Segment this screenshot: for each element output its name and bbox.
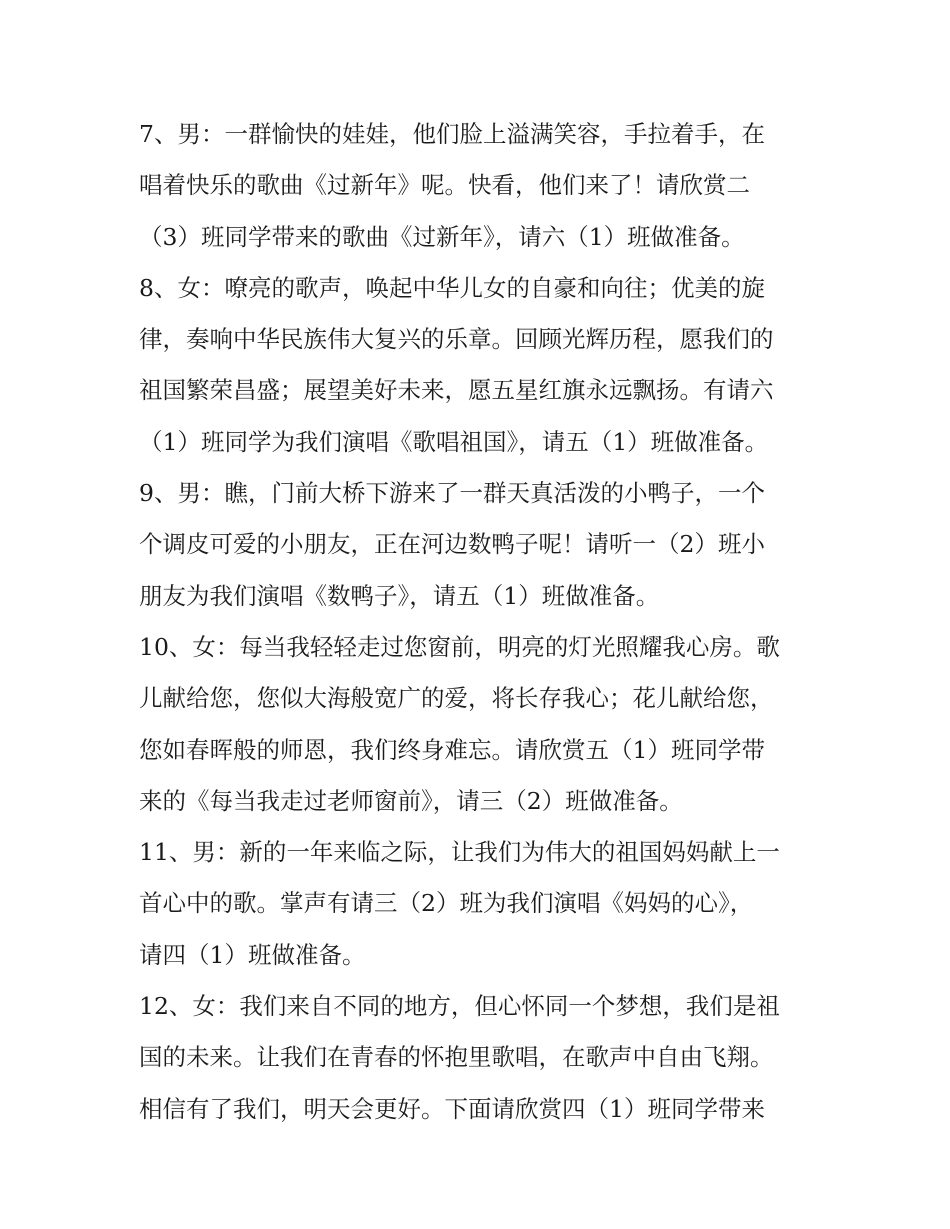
text-line: 来的《每当我走过老师窗前》，请三（2）班做准备。 — [139, 786, 683, 815]
document-body — [139, 109, 819, 1135]
text-line: 10、女：每当我轻轻走过您窗前，明亮的灯光照耀我心房。歌 — [139, 632, 780, 661]
text-line: 12、女：我们来自不同的地方，但心怀同一个梦想，我们是祖 — [139, 992, 780, 1021]
text-line: 唱着快乐的歌曲《过新年》呢。快看，他们来了！请欣赏二 — [139, 171, 750, 200]
text-line: 国的未来。让我们在青春的怀抱里歌唱，在歌声中自由飞翔。 — [139, 1043, 774, 1072]
text-line: 首心中的歌。掌声有请三（2）班为我们演唱《妈妈的心》， — [139, 889, 754, 918]
text-line: 相信有了我们，明天会更好。下面请欣赏四（1）班同学带来 — [139, 1094, 765, 1123]
text-line: （1）班同学为我们演唱《歌唱祖国》，请五（1）班做准备。 — [139, 427, 769, 456]
text-line: 7、男：一群愉快的娃娃，他们脸上溢满笑容，手拉着手，在 — [139, 120, 765, 148]
text-line: （3）班同学带来的歌曲《过新年》，请六（1）班做准备。 — [139, 222, 745, 251]
text-line: 儿献给您，您似大海般宽广的爱，将长存我心；花儿献给您， — [139, 684, 774, 713]
text-line: 8、女：嘹亮的歌声，唤起中华儿女的自豪和向往；优美的旋 — [139, 273, 765, 302]
text-line: 您如春晖般的师恩，我们终身难忘。请欣赏五（1）班同学带 — [139, 735, 765, 764]
text-line: 朋友为我们演唱《数鸭子》，请五（1）班做准备。 — [139, 581, 660, 610]
text-line: 祖国繁荣昌盛；展望美好未来，愿五星红旗永远飘扬。有请六 — [139, 376, 774, 405]
text-line: 9、男：瞧，门前大桥下游来了一群天真活泼的小鸭子，一个 — [139, 479, 765, 508]
text-line: 律，奏响中华民族伟大复兴的乐章。回顾光辉历程，愿我们的 — [139, 325, 774, 354]
text-line: 11、男：新的一年来临之际，让我们为伟大的祖国妈妈献上一 — [139, 838, 780, 867]
text-line: 请四（1）班做准备。 — [139, 940, 366, 969]
text-line: 个调皮可爱的小朋友，正在河边数鸭子呢！请听一（2）班小 — [139, 530, 765, 559]
